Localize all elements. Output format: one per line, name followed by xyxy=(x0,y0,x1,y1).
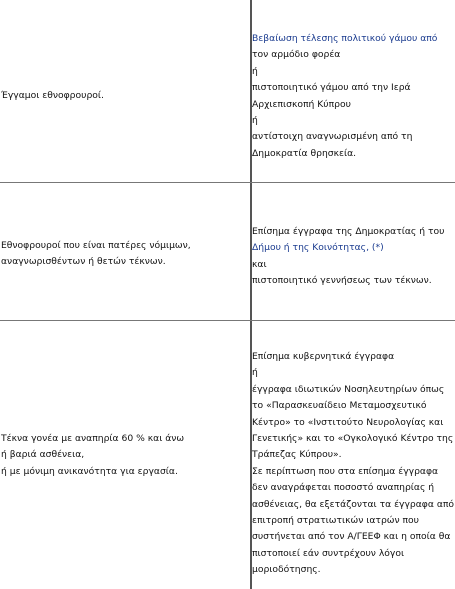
row3-right-cell xyxy=(252,349,454,579)
cell-text: Δημοκρατία θρησκεία. xyxy=(252,147,357,159)
row3-left-cell xyxy=(1,431,184,480)
row2-right-cell xyxy=(252,224,444,290)
cell-text: ασθένειας, θα εξετάζονται τα έγγραφα από xyxy=(252,498,455,510)
cell-text: Κέντρο» το «Ινστιτούτο Νευρολογίας και xyxy=(252,416,444,428)
cell-text: πιστοποιητικό γάμου από την Ιερά xyxy=(252,82,411,94)
cell-text: Επίσημα έγγραφα της Δημοκρατίας ή του xyxy=(252,226,445,237)
cell-text: ή xyxy=(252,115,258,127)
cell-text: συστήνεται από τον Α/ΓΕΕΦ και η οποία θα xyxy=(252,531,451,543)
cell-text: ή βαριά ασθένεια, xyxy=(1,449,85,461)
cell-text: ή με μόνιμη ανικανότητα για εργασία. xyxy=(1,465,178,477)
cell-text: ή xyxy=(252,367,258,379)
cell-text: Τέκνα γονέα με αναπηρία 60 % και άνω xyxy=(1,433,185,444)
cell-text: Αρχιεπισκοπή Κύπρου xyxy=(252,98,351,110)
cell-text: πιστοποιεί εάν συντρέχουν λόγοι xyxy=(252,547,405,559)
cell-text: Γενετικής» και το «Ογκολογικό Κέντρο της xyxy=(252,433,454,445)
cell-text: Εθνοφρουροί που είναι πατέρες νόμιμων, xyxy=(1,240,191,251)
cell-text: Τράπεζας Κύπρου». xyxy=(252,449,342,461)
cell-text: πιστοποιητικό γεννήσεως των τέκνων. xyxy=(252,275,432,287)
cell-text: Δήμου ή της Κοινότητας, (*) xyxy=(252,242,384,254)
row1-right-cell xyxy=(252,31,437,162)
cell-text: επιτροπή στρατιωτικών ιατρών που xyxy=(252,515,419,527)
row-divider xyxy=(0,320,455,321)
cell-text: Επίσημα κυβερνητικά έγγραφα xyxy=(252,351,395,362)
cell-text: αναγνωρισθέντων ή θετών τέκνων. xyxy=(1,256,166,268)
cell-text: τον αρμόδιο φορέα xyxy=(252,49,341,61)
cell-text: έγγραφα ιδιωτικών Νοσηλευτηρίων όπως xyxy=(252,383,445,395)
cell-text: το «Παρασκευαίδειο Μεταμοσχευτικό xyxy=(252,400,427,412)
cell-text: αντίστοιχη αναγνωρισμένη από τη xyxy=(252,131,413,143)
cell-text: ή xyxy=(252,65,258,77)
cell-text: δεν αναγράφεται ποσοστό αναπηρίας ή xyxy=(252,482,435,494)
cell-text: και xyxy=(252,258,267,270)
cell-text: Έγγαμοι εθνοφρουροί. xyxy=(1,90,104,101)
row1-left-cell xyxy=(1,88,104,104)
row2-left-cell xyxy=(1,238,191,271)
cell-text: Βεβαίωση τέλεσης πολιτικού γάμου από xyxy=(252,33,438,44)
cell-text: μοριοδότησης. xyxy=(252,564,321,576)
cell-text: Σε περίπτωση που στα επίσημα έγγραφα xyxy=(252,465,439,477)
row-divider xyxy=(0,182,455,183)
